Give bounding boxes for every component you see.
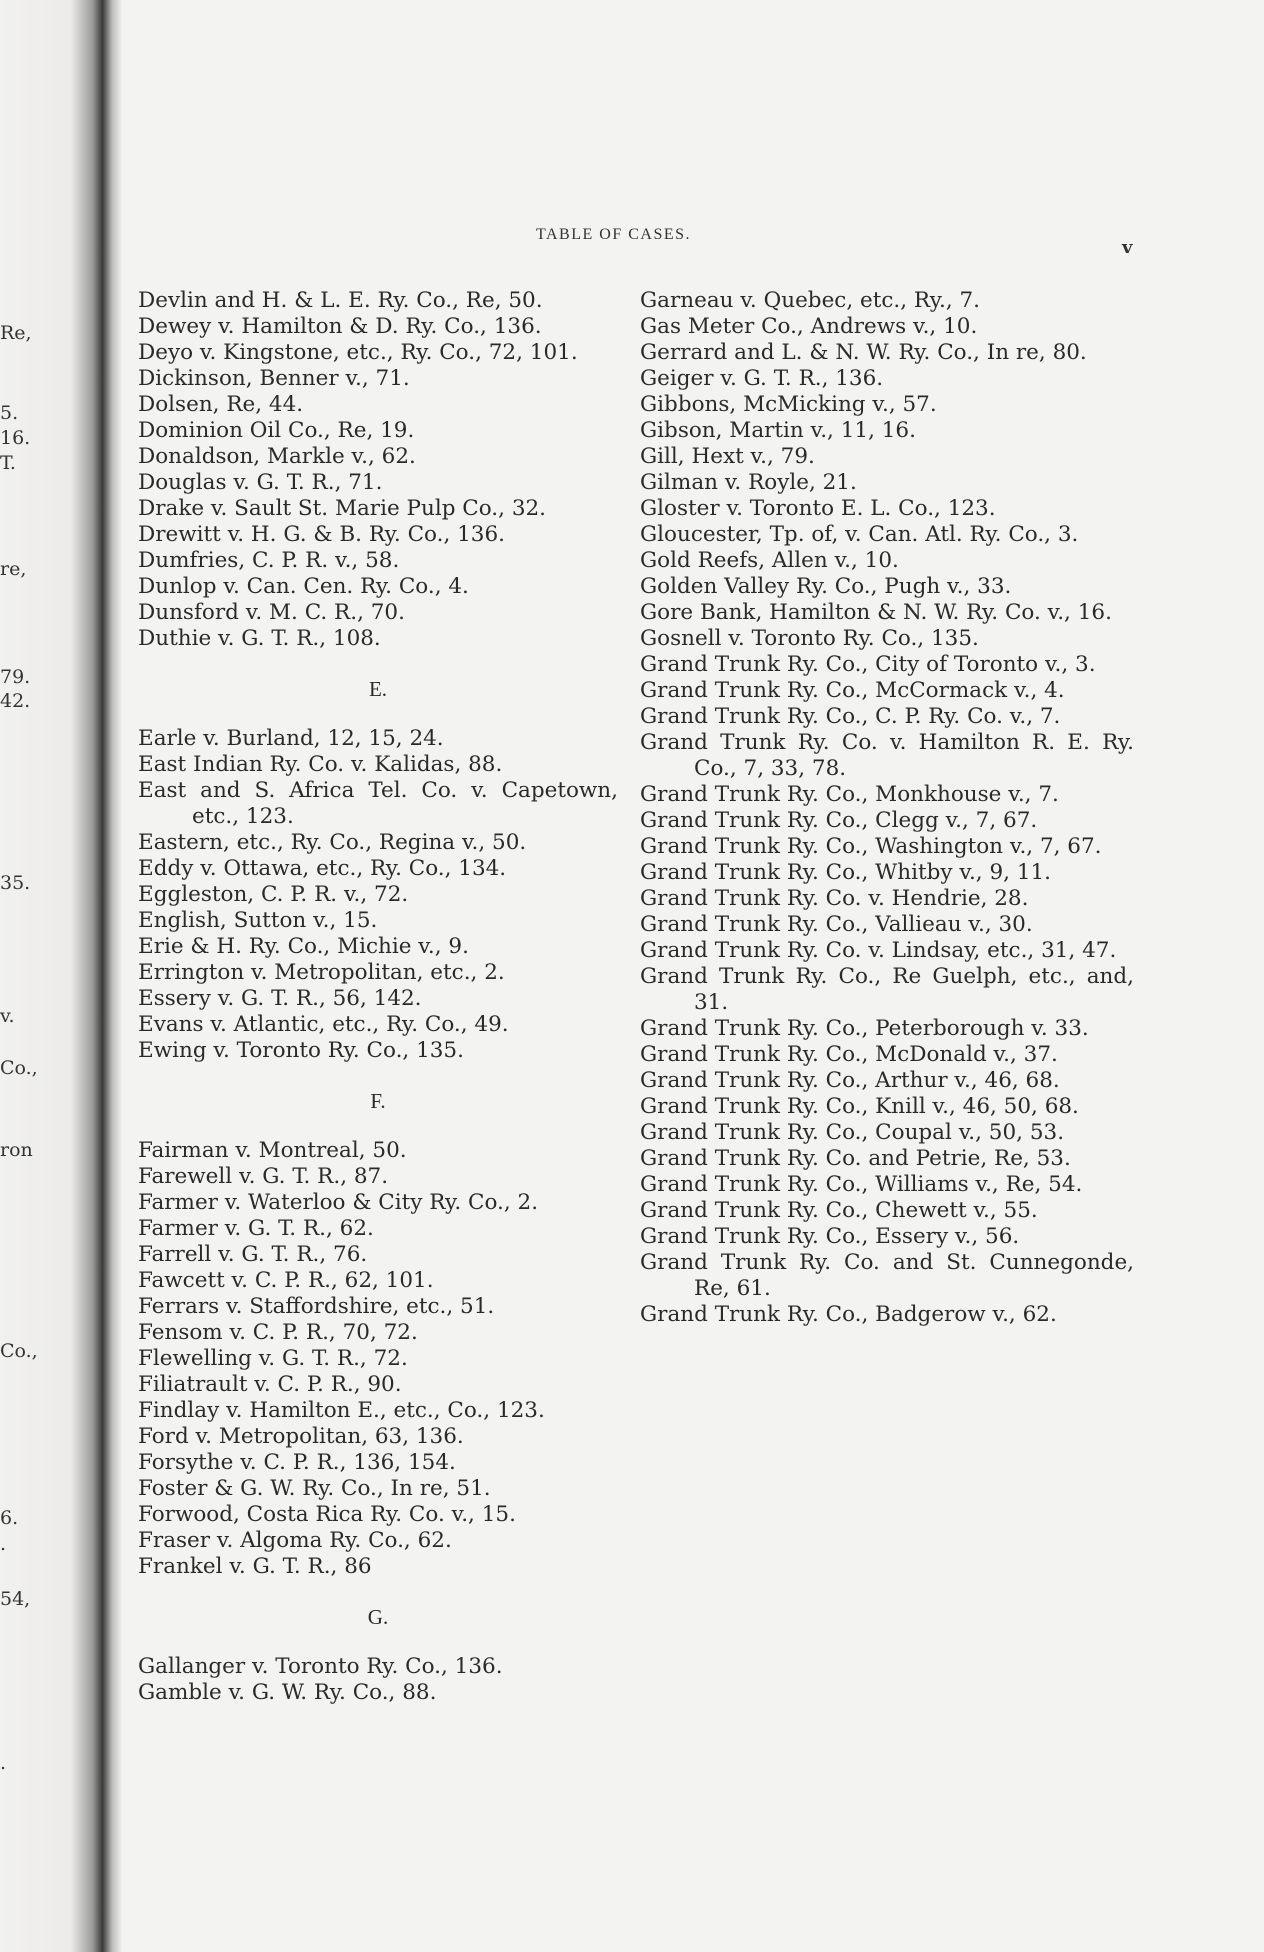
case-entry: Flewelling v. G. T. R., 72. (138, 1346, 408, 1371)
page-number: v (1122, 237, 1133, 258)
case-entry: East and S. Africa Tel. Co. v. Capetown, etc., 123. (138, 778, 618, 829)
case-entry: Grand Trunk Ry. Co., Essery v., 56. (640, 1224, 1020, 1249)
facing-page-fragment: Co., (0, 1340, 38, 1362)
case-entry: Fraser v. Algoma Ry. Co., 62. (138, 1528, 452, 1553)
case-entry: Gill, Hext v., 79. (640, 444, 815, 469)
facing-page-fragment: Co., (0, 1057, 38, 1079)
case-entry: Forsythe v. C. P. R., 136, 154. (138, 1450, 456, 1475)
case-entry: Frankel v. G. T. R., 86 (138, 1554, 372, 1579)
case-entry: Drewitt v. H. G. & B. Ry. Co., 136. (138, 522, 505, 547)
case-entry: Grand Trunk Ry. Co., C. P. Ry. Co. v., 7. (640, 704, 1061, 729)
case-entry: Grand Trunk Ry. Co., Peterborough v. 33. (640, 1016, 1089, 1041)
case-entry: Deyo v. Kingstone, etc., Ry. Co., 72, 101. (138, 340, 578, 365)
left-column (138, 288, 618, 1706)
case-entry: Grand Trunk Ry. Co., McCormack v., 4. (640, 678, 1065, 703)
case-entry: Dunsford v. M. C. R., 70. (138, 600, 405, 625)
case-entry: Grand Trunk Ry. Co., Arthur v., 46, 68. (640, 1068, 1060, 1093)
section-heading: G. (367, 1605, 389, 1629)
case-entry: Gerrard and L. & N. W. Ry. Co., In re, 80. (640, 340, 1087, 365)
case-entry: Grand Trunk Ry. Co. and Petrie, Re, 53. (640, 1146, 1071, 1171)
case-entry: Eddy v. Ottawa, etc., Ry. Co., 134. (138, 856, 507, 881)
case-entry: Grand Trunk Ry. Co., Monkhouse v., 7. (640, 782, 1059, 807)
section-heading: E. (368, 677, 388, 701)
facing-page-fragment: v. (0, 1005, 15, 1027)
case-entry: Gas Meter Co., Andrews v., 10. (640, 314, 978, 339)
case-entry: Grand Trunk Ry. Co., Coupal v., 50, 53. (640, 1120, 1065, 1145)
case-entry: Donaldson, Markle v., 62. (138, 444, 416, 469)
case-entry: Grand Trunk Ry. Co. v. Hendrie, 28. (640, 886, 1029, 911)
case-entry: Garneau v. Quebec, etc., Ry., 7. (640, 288, 981, 313)
facing-page-fragment: 5. (0, 402, 19, 424)
case-entry: Gamble v. G. W. Ry. Co., 88. (138, 1680, 437, 1705)
facing-page-fragment: 54, (0, 1588, 31, 1610)
case-entry: Dunlop v. Can. Cen. Ry. Co., 4. (138, 574, 469, 599)
book-gutter (0, 0, 122, 1952)
case-entry: Grand Trunk Ry. Co. and St. Cunnegonde, Re, 61. (640, 1250, 1134, 1301)
case-entry: Dewey v. Hamilton & D. Ry. Co., 136. (138, 314, 542, 339)
case-entry: Errington v. Metropolitan, etc., 2. (138, 960, 505, 985)
facing-page-fragment: 42. (0, 690, 31, 712)
case-entry: Ford v. Metropolitan, 63, 136. (138, 1424, 464, 1449)
facing-page-fragment: 79. (0, 666, 31, 688)
case-entry: Erie & H. Ry. Co., Michie v., 9. (138, 934, 469, 959)
case-entry: Grand Trunk Ry. Co., Williams v., Re, 54. (640, 1172, 1083, 1197)
case-entry: Grand Trunk Ry. Co. v. Lindsay, etc., 31, 47. (640, 938, 1117, 963)
case-entry: Farewell v. G. T. R., 87. (138, 1164, 389, 1189)
case-entry: Essery v. G. T. R., 56, 142. (138, 986, 422, 1011)
facing-page-fragment: . (0, 1533, 7, 1555)
case-entry: Gore Bank, Hamilton & N. W. Ry. Co. v., 16. (640, 600, 1112, 625)
case-entry: Devlin and H. & L. E. Ry. Co., Re, 50. (138, 288, 543, 313)
running-title: TABLE OF CASES. (536, 226, 692, 243)
case-entry: Eggleston, C. P. R. v., 72. (138, 882, 409, 907)
case-entry: Drake v. Sault St. Marie Pulp Co., 32. (138, 496, 547, 521)
case-entry: Grand Trunk Ry. Co., Vallieau v., 30. (640, 912, 1033, 937)
case-entry: Grand Trunk Ry. Co., Whitby v., 9, 11. (640, 860, 1052, 885)
case-entry: Grand Trunk Ry. Co., McDonald v., 37. (640, 1042, 1058, 1067)
case-entry: Ewing v. Toronto Ry. Co., 135. (138, 1038, 464, 1063)
case-entry: Findlay v. Hamilton E., etc., Co., 123. (138, 1398, 545, 1423)
case-entry: Gibson, Martin v., 11, 16. (640, 418, 916, 443)
facing-page-fragment: re, (0, 558, 27, 580)
case-entry: Gallanger v. Toronto Ry. Co., 136. (138, 1654, 503, 1679)
case-entry: Grand Trunk Ry. Co., Knill v., 46, 50, 68. (640, 1094, 1079, 1119)
case-entry: Filiatrault v. C. P. R., 90. (138, 1372, 402, 1397)
case-entry: Forwood, Costa Rica Ry. Co. v., 15. (138, 1502, 516, 1527)
case-entry: Earle v. Burland, 12, 15, 24. (138, 726, 444, 751)
case-entry: Gloucester, Tp. of, v. Can. Atl. Ry. Co., 3. (640, 522, 1079, 547)
case-entry: Fensom v. C. P. R., 70, 72. (138, 1320, 418, 1345)
facing-page-fragment: 6. (0, 1507, 19, 1529)
case-entry: Gloster v. Toronto E. L. Co., 123. (640, 496, 996, 521)
case-entry: Dumfries, C. P. R. v., 58. (138, 548, 400, 573)
facing-page-fragment: T. (0, 452, 16, 474)
case-entry: Grand Trunk Ry. Co., Washington v., 7, 67. (640, 834, 1102, 859)
facing-page-fragment: Re, (0, 322, 32, 344)
case-entry: Gibbons, McMicking v., 57. (640, 392, 937, 417)
facing-page-fragment: ron (0, 1139, 33, 1161)
case-entry: Dolsen, Re, 44. (138, 392, 304, 417)
case-entry: Farmer v. G. T. R., 62. (138, 1216, 374, 1241)
case-entry: Fawcett v. C. P. R., 62, 101. (138, 1268, 434, 1293)
case-entry: Fairman v. Montreal, 50. (138, 1138, 407, 1163)
case-entry: Grand Trunk Ry. Co., Clegg v., 7, 67. (640, 808, 1038, 833)
facing-page-fragment: . (0, 1752, 7, 1774)
case-entry: Dominion Oil Co., Re, 19. (138, 418, 415, 443)
case-entry: Grand Trunk Ry. Co., Chewett v., 55. (640, 1198, 1038, 1223)
case-entry: Geiger v. G. T. R., 136. (640, 366, 884, 391)
case-entry: Grand Trunk Ry. Co., Badgerow v., 62. (640, 1302, 1057, 1327)
case-entry: Grand Trunk Ry. Co., City of Toronto v., 3. (640, 652, 1096, 677)
case-entry: Gold Reefs, Allen v., 10. (640, 548, 899, 573)
facing-page-fragment: 35. (0, 872, 31, 894)
case-entry: Gilman v. Royle, 21. (640, 470, 857, 495)
case-entry: Ferrars v. Staffordshire, etc., 51. (138, 1294, 495, 1319)
case-entry: Grand Trunk Ry. Co., Re Guelph, etc., and, 31. (640, 964, 1134, 1015)
facing-page-fragment: 16. (0, 427, 31, 449)
case-entry: Golden Valley Ry. Co., Pugh v., 33. (640, 574, 1012, 599)
case-entry: Foster & G. W. Ry. Co., In re, 51. (138, 1476, 491, 1501)
right-column (640, 288, 1134, 1328)
case-entry: Eastern, etc., Ry. Co., Regina v., 50. (138, 830, 527, 855)
case-entry: Grand Trunk Ry. Co. v. Hamilton R. E. Ry. Co., 7, 33, 78. (640, 730, 1134, 781)
case-entry: Farrell v. G. T. R., 76. (138, 1242, 368, 1267)
case-entry: Douglas v. G. T. R., 71. (138, 470, 383, 495)
case-entry: Gosnell v. Toronto Ry. Co., 135. (640, 626, 979, 651)
case-entry: East Indian Ry. Co. v. Kalidas, 88. (138, 752, 503, 777)
case-entry: Farmer v. Waterloo & City Ry. Co., 2. (138, 1190, 539, 1215)
case-entry: Evans v. Atlantic, etc., Ry. Co., 49. (138, 1012, 509, 1037)
section-heading: F. (370, 1089, 386, 1113)
case-entry: English, Sutton v., 15. (138, 908, 378, 933)
case-entry: Dickinson, Benner v., 71. (138, 366, 410, 391)
case-entry: Duthie v. G. T. R., 108. (138, 626, 381, 651)
